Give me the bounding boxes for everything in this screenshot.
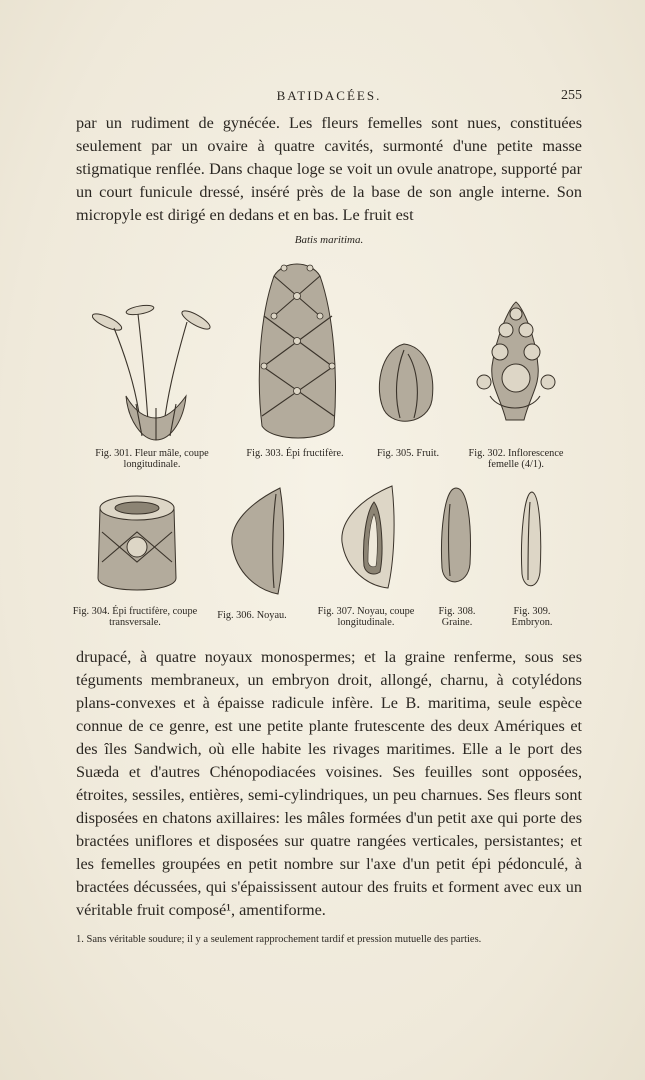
paragraph-bottom: drupacé, à quatre noyaux monospermes; et la graine renferme, sous ses téguments membraneux, un embryon droit, allongé, charnu, à cotylédons plans-convexes et à épaisse radicule infère. Le B. maritima, seule espèce connue de ce genre, est une petite plante frutescente des deux Amériques et des îles Sandwich, où elle habite les rivages maritimes. Elle a le port des Suæda et d'autres Chénopodiacées voisines. Ses feuilles sont opposées, étroites, sessiles, entières, semi-cylindriques, un peu charnues. Ses fleurs sont disposées en chatons axillaires: les mâles formées d'un petit axe qui porte des bractées uniflores et disposées sur quatre rangées verticales, persistantes; et les femelles groupées en petit nombre sur l'axe d'un petit épi pédonculé, à bractées décussées, qui s'épaississent autour des fruits et forment avec eux un véritable fruit composé¹, amentiforme. [76,648,582,919]
fig-309-embryo-drawing [516,488,546,594]
page-header [76,86,582,106]
footnote: 1. Sans véritable soudure; il y a seulement rapprochement tardif et pression mutuelle des parties. [76,934,482,945]
fig-306-stone-drawing [228,484,288,600]
fig-303-fruiting-spike-drawing [254,256,340,444]
fig-306-caption: Fig. 306. Noyau. [217,610,287,621]
fig-304-transverse-section-drawing [94,492,180,596]
fig-302-female-inflorescence-drawing [470,296,560,428]
running-title: BATIDACÉES. [276,88,382,103]
fig-301-male-flower-drawing [92,300,216,446]
fig-308-caption: Fig. 308. Graine. [438,606,476,628]
page-number: 255 [561,88,582,103]
fig-305-caption: Fig. 305. Fruit. [376,448,440,459]
fig-307-caption: Fig. 307. Noyau, coupe longitudinale. [317,606,415,628]
fig-309-caption: Fig. 309. Embryon. [511,606,553,628]
fig-307-stone-section-drawing [338,482,398,594]
fig-305-fruit-drawing [374,340,438,430]
fig-303-caption: Fig. 303. Épi fructifère. [246,448,344,459]
paragraph-top: par un rudiment de gynécée. Les fleurs femelles sont nues, constituées seulement par un ovaire à quatre cavités, surmonté d'une petite masse stigmatique renflée. Dans chaque loge se voit un ovule anatrope, supporté par un court funicule dressé, inséré près de la base de son angle interne. Son micropyle est dirigé en dedans et en bas. Le fruit est [76,114,582,224]
fig-302-caption: Fig. 302. Inflorescence femelle (4/1). [468,448,564,470]
fig-308-seed-drawing [436,484,476,594]
fig-301-caption: Fig. 301. Fleur mâle, coupe longitudinale. [95,448,209,470]
fig-304-caption: Fig. 304. Épi fructifère, coupe transversale. [72,606,198,628]
plate-caption: Batis maritima. [294,234,364,246]
